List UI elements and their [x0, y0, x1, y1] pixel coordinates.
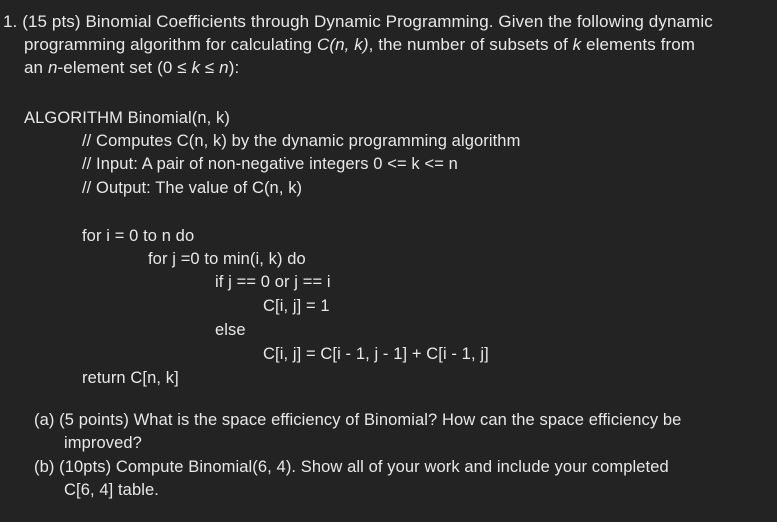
subquestion-b-line-1: (b) (10pts) Compute Binomial(6, 4). Show all of your work and include your completed: [34, 458, 669, 476]
math-term: n: [47, 58, 58, 77]
question-text: , the number of subsets of: [368, 35, 573, 54]
math-term: k: [191, 58, 201, 77]
question-text: -element set (0 ≤: [57, 58, 192, 77]
algorithm-assign-sum: C[i, j] = C[i - 1, j - 1] + C[i - 1, j]: [263, 345, 489, 363]
subquestion-b-line-2: C[6, 4] table.: [64, 481, 159, 499]
question-text: programming algorithm for calculating: [24, 35, 317, 54]
question-text: ≤: [200, 58, 220, 77]
question-line-2: [24, 34, 695, 56]
algorithm-comment-3: // Output: The value of C(n, k): [82, 179, 303, 197]
algorithm-for-i: for i = 0 to n do: [82, 227, 195, 245]
algorithm-header: ALGORITHM Binomial(n, k): [24, 109, 230, 127]
math-term: k: [572, 35, 582, 54]
algorithm-for-j: for j =0 to min(i, k) do: [148, 250, 306, 268]
question-text: elements from: [581, 35, 696, 54]
question-title: (15 pts) Binomial Coefficients through Dynamic Programming. Given the following dynamic: [22, 12, 713, 31]
question-text: ):: [228, 58, 240, 77]
algorithm-comment-1: // Computes C(n, k) by the dynamic programming algorithm: [82, 132, 521, 150]
math-term: C(n, k): [316, 35, 369, 54]
algorithm-if: if j == 0 or j == i: [215, 273, 331, 291]
question-number: 1.: [3, 12, 18, 31]
subquestion-a-line-2: improved?: [64, 434, 142, 452]
subquestion-a-line-1: (a) (5 points) What is the space efficiency of Binomial? How can the space efficiency be: [34, 411, 682, 429]
math-term: n: [219, 58, 229, 77]
algorithm-assign-one: C[i, j] = 1: [263, 297, 330, 315]
algorithm-else: else: [215, 321, 246, 339]
question-text: an: [24, 58, 48, 77]
algorithm-return: return C[n, k]: [82, 369, 179, 387]
algorithm-comment-2: // Input: A pair of non-negative integers 0 <= k <= n: [82, 155, 458, 173]
question-line-1: [3, 11, 713, 33]
question-line-3: [24, 57, 239, 79]
